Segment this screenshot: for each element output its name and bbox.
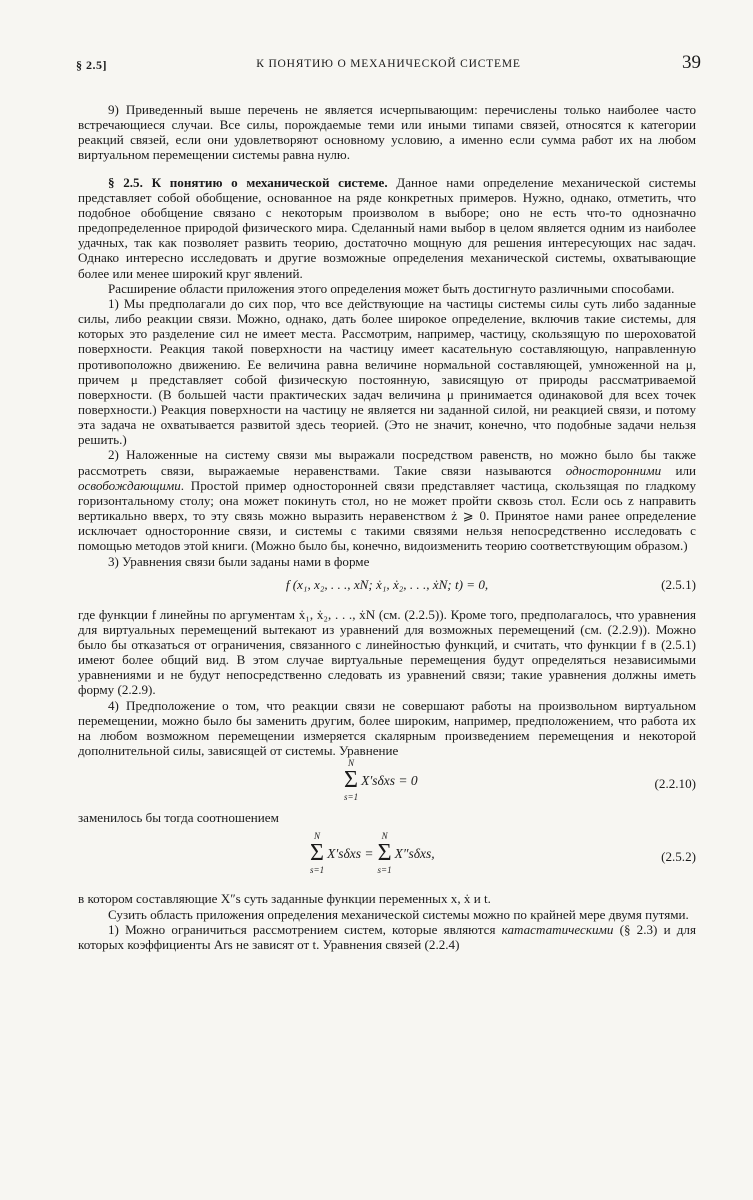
section-intro-text: Данное нами определение механической системы представляет собой обобщение, основанное на ряде конкретных примеров. Нужно, однако, отметить, что подобное обобщение связано с некоторым произволом в выборе; оно не есть что-то однозначно предопределенное природой физического мира. Сделанный нами выбор в целом является одним из наиболее удачных, так как позволяет развить теорию, достаточно мощную для решения интересующих нас задач. Однако интересно исследовать и другие возможные определения механической системы, охватывающие более или менее широкий круг явлений. (78, 174, 696, 281)
equation-2-2-10 (78, 758, 696, 810)
paragraph-item-4: 4) Предположение о том, что реакции связи не совершают работы на произвольном виртуальном перемещении, можно было бы заменить другим, более широким, например, предположением, что работа их на любом возможном перемещении измеряется скалярным произведением перемещения и некоторой дополнительной силы, зависящей от системы. Уравнение (78, 697, 696, 759)
sigma-glyph: Σ (344, 767, 359, 794)
equation-2-5-1-number: (2.5.1) (661, 576, 696, 592)
equation-2-2-10-number: (2.2.10) (654, 776, 696, 792)
item2-term-releasing: освобождающими (78, 477, 181, 493)
paragraph-item-9: 9) Приведенный выше перечень не является исчерпывающим: перечислены только наиболее часто встречающиеся случаи. Все силы, порождаемые теми или иными типами связей, относятся к категории реакций связей, если они удовлетворяют основному условию, а именно если сумма работ их на любом виртуальном перемещении системы равна нулю. (78, 102, 696, 163)
paragraph-item-2 (78, 447, 696, 553)
sum-symbol (344, 758, 358, 802)
sum-symbol (310, 831, 324, 875)
paragraph-narrow-1 (78, 922, 696, 952)
equation-2-5-1 (78, 569, 696, 599)
item2-part-b: или (661, 462, 697, 478)
narrow1-part-a: 1) Можно ограничиться рассмотрением систем, которые являются (108, 921, 502, 937)
sigma-glyph: Σ (377, 840, 392, 867)
paragraph-narrow: Сузить область приложения определения механической системы можно по крайней мере двумя путями. (108, 906, 689, 922)
sum-lower-limit: s=1 (377, 865, 392, 876)
paragraph-after-eq3: в котором составляющие X″s суть заданные функции переменных x, ẋ и t. (78, 891, 491, 907)
item2-term-one-sided: односторонними (565, 462, 662, 478)
equation-2-5-2 (78, 831, 696, 883)
paragraph-extension: Расширение области приложения этого определения может быть достигнуто различными способами. (108, 280, 675, 296)
equation-2-5-2-right: X″sδxs, (394, 845, 435, 861)
sum-upper-limit: N (314, 831, 321, 842)
narrow1-term-catastatic: катастатическими (501, 921, 614, 937)
equation-2-5-2-number: (2.5.2) (661, 849, 696, 865)
equation-2-5-2-left: X′sδxs = (327, 845, 374, 861)
sum-lower-limit: s=1 (310, 865, 325, 876)
paragraph-item-1: 1) Мы предполагали до сих пор, что все действующие на частицы системы силы суть либо заданные силы, либо реакции связи. Можно, однако, дать более широкое определение, включив такие системы, для которых это разделение сил не имеет места. Рассмотрим, например, частицу, скользящую по шероховатой поверхности. Реакция такой поверхности на частицу имеет касательную составляющую, направленную противоположно движению. Ее величина равна величине нормальной составляющей, умноженной на μ, причем μ представляет собой физическую постоянную, зависящую от природы рассматриваемой поверхности. (В большей части практических задач величина μ принимается одинаковой для всех точек поверхности.) Реакция поверхности на частицу не является ни заданной силой, ни реакцией связи, и потому эта задача не охватывается развитой здесь теорией. (Это не значит, конечно, что подобные задачи нельзя решить.) (78, 295, 696, 448)
item2-part-a: 2) Наложенные на систему связи мы выражали посредством равенств, но можно было бы также рассмотреть связи, выражаемые неравенствами. Такие связи называются (78, 447, 696, 478)
narrow1-part-b: (§ 2.3) и для которых коэффициенты Ars не зависят от t. Уравнения связей (2.2.4) (78, 921, 696, 952)
section-intro-paragraph (78, 175, 696, 281)
equation-2-5-1-body: f (x₁, x₂, . . ., xN; ẋ₁, ẋ₂, . . ., ẋN; t) = 0, (285, 576, 489, 592)
header-title: К ПОНЯТИЮ О МЕХАНИЧЕСКОЙ СИСТЕМЕ (256, 58, 521, 70)
header-section: § 2.5] (76, 58, 107, 72)
sum-symbol (378, 831, 392, 875)
sum-upper-limit: N (381, 831, 388, 842)
section-title: § 2.5. К понятию о механической системе. (108, 174, 388, 190)
paragraph-replaced: заменилось бы тогда соотношением (78, 810, 279, 826)
paragraph-item-3: 3) Уравнения связи были заданы нами в форме (108, 553, 370, 569)
sigma-glyph: Σ (310, 840, 325, 867)
paragraph-after-eq1: где функции f линейны по аргументам ẋ₁, ẋ₂, . . ., ẋN (см. (2.2.5)). Кроме того, предполагалось, что уравнения для виртуальных перемещений вытекают из уравнений для возможных перемещений (см. (2.2.9)). Можно было бы отказаться от ограничения, связанного с линейностью функций, и считать, что функции f в (2.5.1) имеют более общий вид. В этом случае виртуальные перемещения будут определяться независимыми уравнениями и не будут непосредственно следовать из уравнений связи; такие уравнения должны иметь форму (2.2.9). (78, 606, 696, 698)
page-number: 39 (682, 52, 701, 73)
item2-part-c: . Простой пример односторонней связи представляет частица, скользящая по гладкому горизонтальному столу; она может покинуть стол, но не может пройти сквозь стол. Если ось z направить вертикально вверх, то эту связь можно выразить неравенством ż ⩾ 0. Принятое нами ранее определение исключает односторонние связи, и системы с такими связями нельзя непосредственно исследовать с помощью методов этой книги. (Можно было бы, конечно, видоизменить теорию соответствующим образом.) (78, 477, 696, 554)
page-body (78, 102, 696, 952)
running-header (76, 54, 701, 78)
sum-lower-limit: s=1 (344, 792, 359, 803)
sum-upper-limit: N (348, 758, 355, 769)
equation-2-2-10-body: X′sδxs = 0 (361, 772, 418, 788)
